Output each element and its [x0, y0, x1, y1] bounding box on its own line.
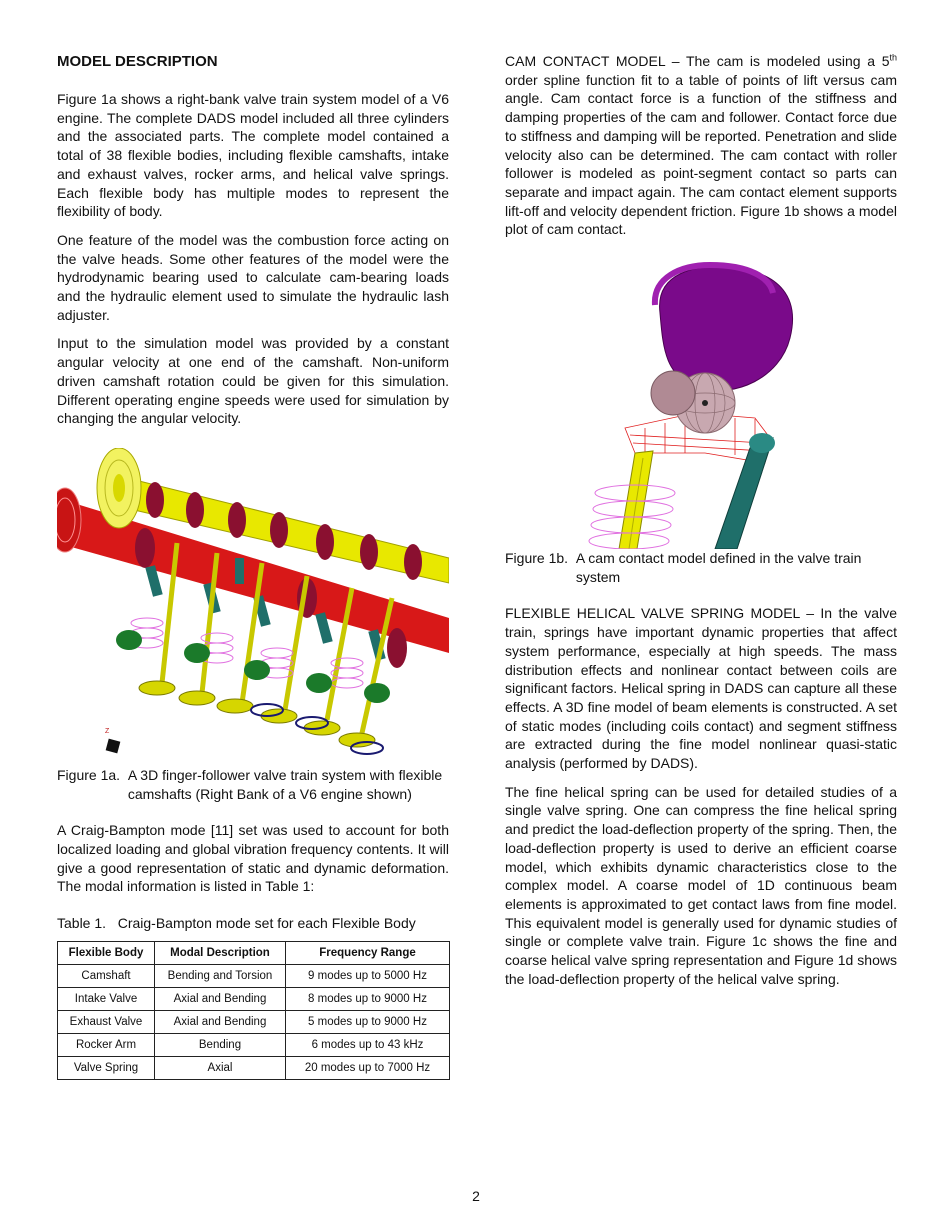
table-1-caption-label: Table 1. [57, 915, 118, 932]
table-cell: 8 modes up to 9000 Hz [286, 987, 450, 1010]
paragraph-simulation-input: Input to the simulation model was provided by a constant angular velocity at one end of the camshaft. Non-uniform driven camshaft rotation could be given for this simulation. Different operating engine speeds were used for simulation by changing the angular velocity. [57, 335, 449, 427]
section-heading-model-description: MODEL DESCRIPTION [57, 53, 218, 70]
table-cell: 5 modes up to 9000 Hz [286, 1010, 450, 1033]
table-cell: Valve Spring [58, 1056, 155, 1079]
paragraph-craig-bampton: A Craig-Bampton mode [11] set was used to account for both localized loading and global vibration frequency contents. It will give a good representation of static and dynamic deformation. The modal information is listed in Table 1: [57, 822, 449, 895]
table-row [58, 1010, 450, 1033]
table-header-cell: Frequency Range [286, 941, 450, 964]
table-cell: 20 modes up to 7000 Hz [286, 1056, 450, 1079]
page-number: 2 [472, 1188, 480, 1204]
table-row [58, 964, 450, 987]
table-header-cell: Modal Description [155, 941, 286, 964]
paragraph-cam-contact-model [505, 52, 897, 239]
table-cell: Axial and Bending [155, 1010, 286, 1033]
table-row [58, 1033, 450, 1056]
table-1-caption [57, 914, 449, 933]
table-cell: Bending and Torsion [155, 964, 286, 987]
table-cell: Axial and Bending [155, 987, 286, 1010]
cam-paragraph-superscript: th [889, 52, 897, 63]
roller-follower [651, 371, 735, 433]
table-1-mode-set [57, 941, 450, 1080]
cam-paragraph-rest: order spline function fit to a table of points of lift versus cam angle. Cam contact force is a function of the stiffness and damping properties of the cam and follower. Contact force due to stiffness and damping will be reported. Penetration and slide velocity also can be determined. The cam contact with roller follower is modeled as point-segment contact so parts can separate and impact again. The cam contact element supports lift-off and velocity dependent friction. Figure 1b shows a model plot of cam contact. [505, 71, 897, 238]
figure-1b-caption [505, 549, 897, 586]
cam-paragraph-start: CAM CONTACT MODEL – The cam is modeled using a 5 [505, 53, 890, 69]
axis-z-label: Z [105, 727, 110, 735]
table-row [58, 1056, 450, 1079]
right-column [505, 52, 897, 999]
rocker-arm [715, 433, 775, 549]
figure-1a-caption-label: Figure 1a. [57, 766, 128, 783]
figure-1b-caption-text: A cam contact model defined in the valve train system [575, 550, 862, 585]
table-cell: Rocker Arm [58, 1033, 155, 1056]
paragraph-helical-spring-model: FLEXIBLE HELICAL VALVE SPRING MODEL – In the valve train, springs have important dynamic properties that affect system performance, especially at high speeds. The mass distribution effects and nonlinear contact between coils are significant factors. Helical spring in DADS can capture all these effects. A 3D fine model of beam elements is constructed. A set of static modes (including coils contact) and segment stiffness are extracted during the fine model nonlinear quasi-static analysis (performed by DADS). [505, 605, 897, 772]
paragraph-combustion-force: One feature of the model was the combustion force acting on the valve heads. Some other features of the model were the hydrodynamic bearing used to calculate cam-bearing loads and the hydraulic element used to simulate the hydraulic lash adjuster. [57, 231, 449, 323]
figure-1b-cam-contact-render [505, 253, 897, 549]
table-cell: 6 modes up to 43 kHz [286, 1033, 450, 1056]
figure-1a-caption [57, 766, 449, 803]
figure-1a-valve-train-render [57, 448, 449, 766]
table-cell: Camshaft [58, 964, 155, 987]
table-row [58, 987, 450, 1010]
table-header-row [58, 941, 450, 964]
table-header-cell: Flexible Body [58, 941, 155, 964]
table-cell: Intake Valve [58, 987, 155, 1010]
figure-1a-caption-text: A 3D finger-follower valve train system with flexible camshafts (Right Bank of a V6 engine shown) [127, 766, 443, 802]
left-column [57, 52, 449, 1080]
table-cell: Exhaust Valve [58, 1010, 155, 1033]
table-1-caption-text: Craig-Bampton mode set for each Flexible Body [117, 915, 416, 932]
table-cell: 9 modes up to 5000 Hz [286, 964, 450, 987]
table-cell: Bending [155, 1033, 286, 1056]
table-cell: Axial [155, 1056, 286, 1079]
cam-contact-illustration [505, 253, 897, 549]
paragraph-fine-helical-spring: The fine helical spring can be used for detailed studies of a single valve spring. One can compress the fine helical spring and predict the load-deflection property of the spring. Then, the load-deflection property is used to derive an efficient coarse model, which exhibits dynamic characteristics close to the complex model. A coarse model of 1D continuous beam elements is approximated to get contact laws from fine model. This equivalent model is generally used for dynamic studies of single or complete valve train. Figure 1c shows the fine and coarse helical valve spring representation and Figure 1d shows the load-deflection property of the helical valve spring. [505, 783, 897, 987]
coordinate-axis-marker [105, 728, 120, 753]
figure-1b-caption-label: Figure 1b. [505, 550, 576, 567]
paragraph-figure-1a-intro: Figure 1a shows a right-bank valve train system model of a V6 engine. The complete DADS model included all three cylinders and the associated parts. The complete model contained a total of 38 flexible bodies, including flexible camshafts, intake and exhaust valves, rocker arms, and helical valve springs. Each flexible body has multiple modes to represent the flexibility of body. [57, 91, 449, 220]
valve-train-illustration [57, 448, 449, 766]
